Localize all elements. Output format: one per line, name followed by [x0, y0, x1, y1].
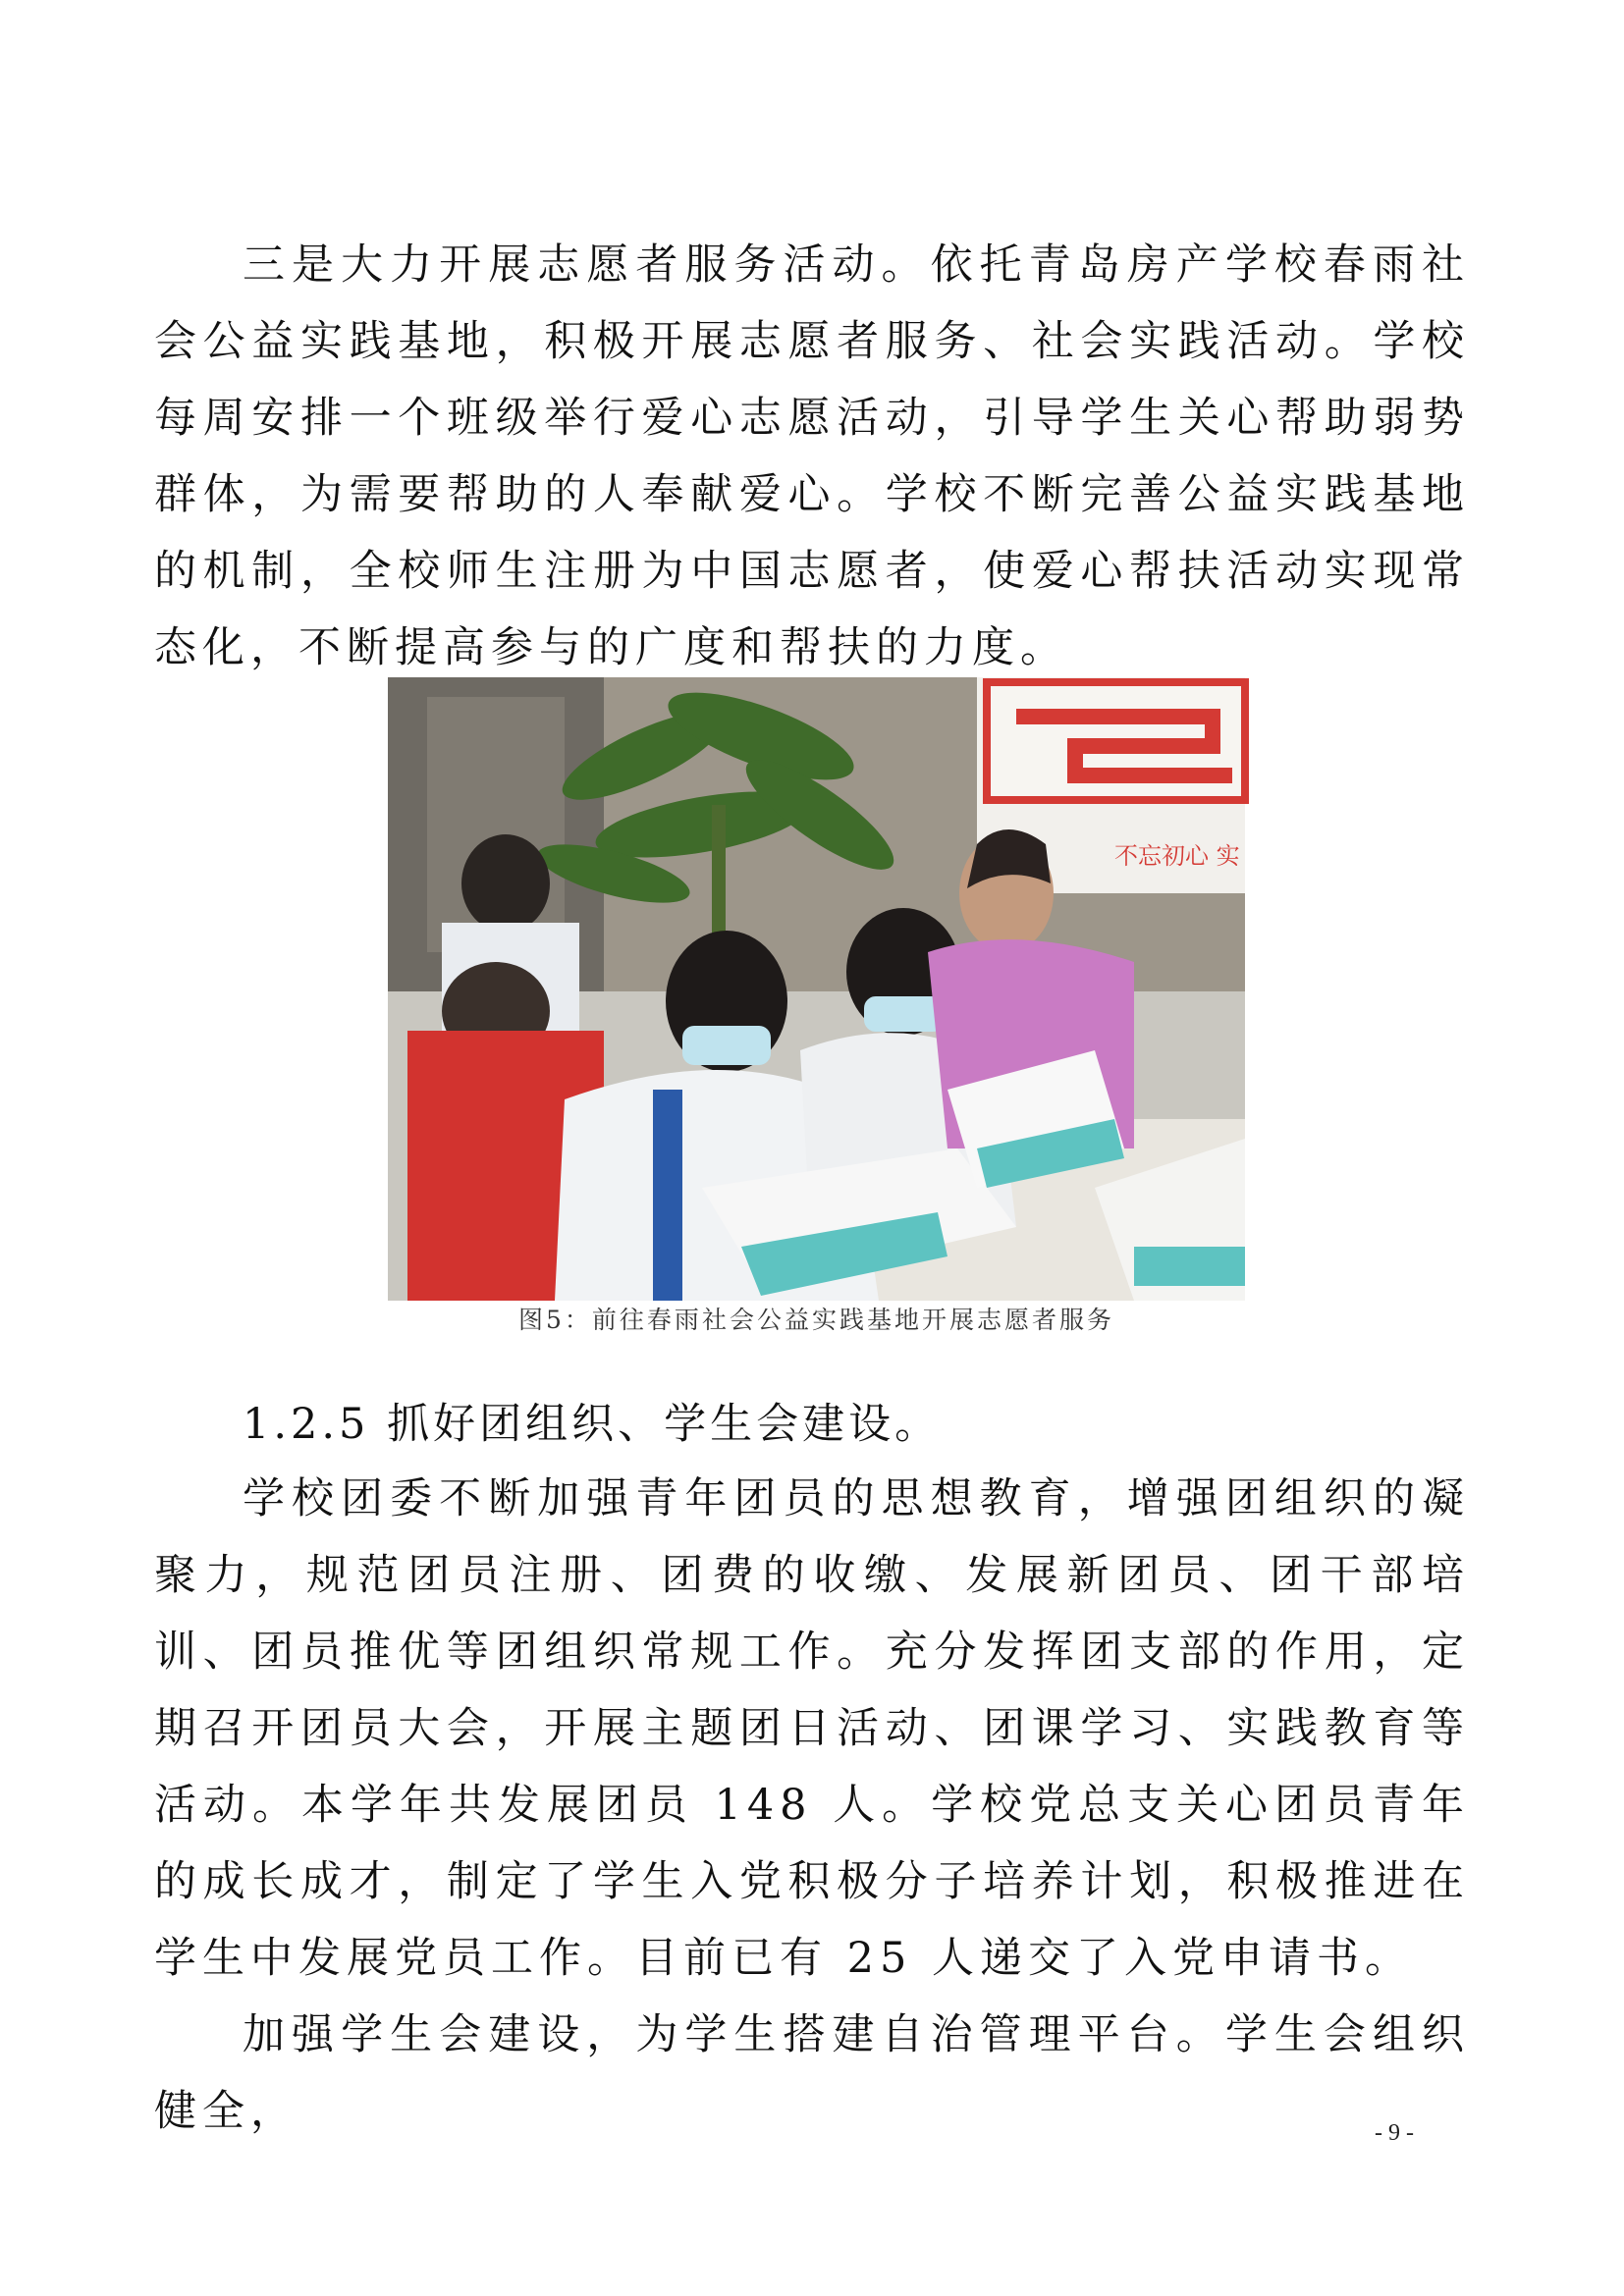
paragraph-league-organization: 学校团委不断加强青年团员的思想教育，增强团组织的凝聚力，规范团员注册、团费的收缴、发展新团员、团干部培训、团员推优等团组织常规工作。充分发挥团支部的作用，定期召开团员大会，开展主题团日活动、团课学习、实践教育等活动。本学年共发展团员 148 人。学校党总支关心团员青年的成长成才，制定了学生入党积极分子培养计划，积极推进在学生中发展党员工作。目前已有 25 人递交了入党申请书。: [154, 1474, 1470, 1983]
paragraph-student-union: 加强学生会建设，为学生搭建自治管理平台。学生会组织健全，: [154, 2010, 1470, 2136]
section-heading: 1.2.5 抓好团组织、学生会建设。: [243, 1400, 942, 1449]
figure-caption: 图5：前往春雨社会公益实践基地开展志愿者服务: [518, 1306, 1114, 1334]
volunteer-activity-photo: [388, 677, 1245, 1301]
page-number: - 9 -: [1375, 2120, 1414, 2146]
sign-text: 不忘初心 实: [1114, 842, 1240, 870]
paragraph-volunteer-service: 三是大力开展志愿者服务活动。依托青岛房产学校春雨社会公益实践基地，积极开展志愿者服务、社会实践活动。学校每周安排一个班级举行爱心志愿活动，引导学生关心帮助弱势群体，为需要帮助的人奉献爱心。学校不断完善公益实践基地的机制，全校师生注册为中国志愿者，使爱心帮扶活动实现常态化，不断提高参与的广度和帮扶的力度。: [154, 240, 1470, 672]
